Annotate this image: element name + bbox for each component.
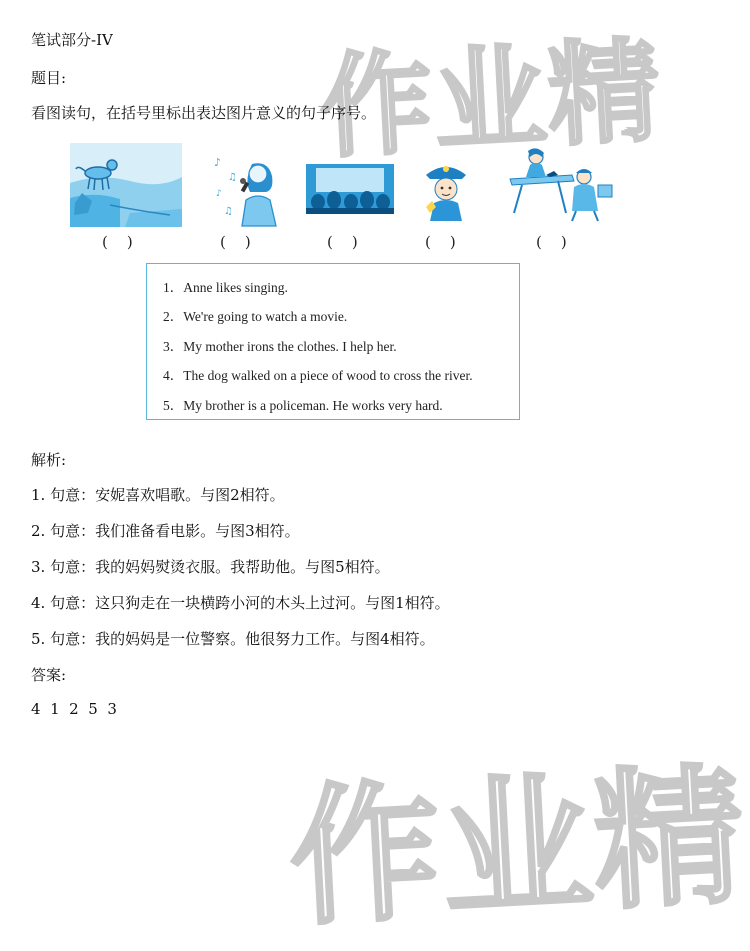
svg-text:♫: ♫ <box>224 206 233 217</box>
sentence-item: 5．My brother is a policeman. He works very hard. <box>163 398 443 413</box>
answer-parenthesis-1: ( ) <box>102 233 133 251</box>
sentence-item: 2．We're going to watch a movie. <box>163 309 348 324</box>
policeman-picture <box>418 157 474 221</box>
analysis-item: 2. 句意：我们准备看电影。与图3相符。 <box>31 522 300 540</box>
answer-parenthesis-3: ( ) <box>327 233 358 251</box>
analysis-item: 4. 句意：这只狗走在一块横跨小河的木头上过河。与图1相符。 <box>31 594 450 612</box>
watermark-top: 作业精 <box>316 26 666 174</box>
analysis-item: 3. 句意：我的妈妈熨烫衣服。我帮助他。与图5相符。 <box>31 558 390 576</box>
watermark-bottom: 作业精 <box>285 749 750 947</box>
svg-text:♪: ♪ <box>214 156 222 169</box>
answer-label: 答案: <box>31 666 67 684</box>
analysis-item: 1. 句意：安妮喜欢唱歌。与图2相符。 <box>31 486 285 504</box>
sentence-box <box>146 263 520 420</box>
girl-singing-picture <box>210 150 280 226</box>
answer-parenthesis-4: ( ) <box>425 233 456 251</box>
cinema-movie-picture <box>306 164 394 214</box>
answer-parenthesis-2: ( ) <box>220 233 251 251</box>
svg-text:♫: ♫ <box>228 172 237 183</box>
answer-value: 4 1 2 5 3 <box>31 700 117 718</box>
question-label: 题目: <box>31 69 67 87</box>
mother-ironing-picture <box>502 147 614 223</box>
answer-parenthesis-5: ( ) <box>536 233 567 251</box>
analysis-item: 5. 句意：我的妈妈是一位警察。他很努力工作。与图4相符。 <box>31 630 435 648</box>
sentence-item: 1．Anne likes singing. <box>163 280 288 295</box>
analysis-label: 解析: <box>31 451 67 469</box>
svg-text:♪: ♪ <box>216 189 222 199</box>
question-instruction: 看图读句，在括号里标出表达图片意义的句子序号。 <box>31 104 377 122</box>
sentence-item: 3．My mother irons the clothes. I help her. <box>163 339 397 354</box>
section-title: 笔试部分-IV <box>31 31 113 49</box>
sentence-item: 4．The dog walked on a piece of wood to cross the river. <box>163 368 473 383</box>
dog-crossing-river-picture <box>70 143 182 227</box>
